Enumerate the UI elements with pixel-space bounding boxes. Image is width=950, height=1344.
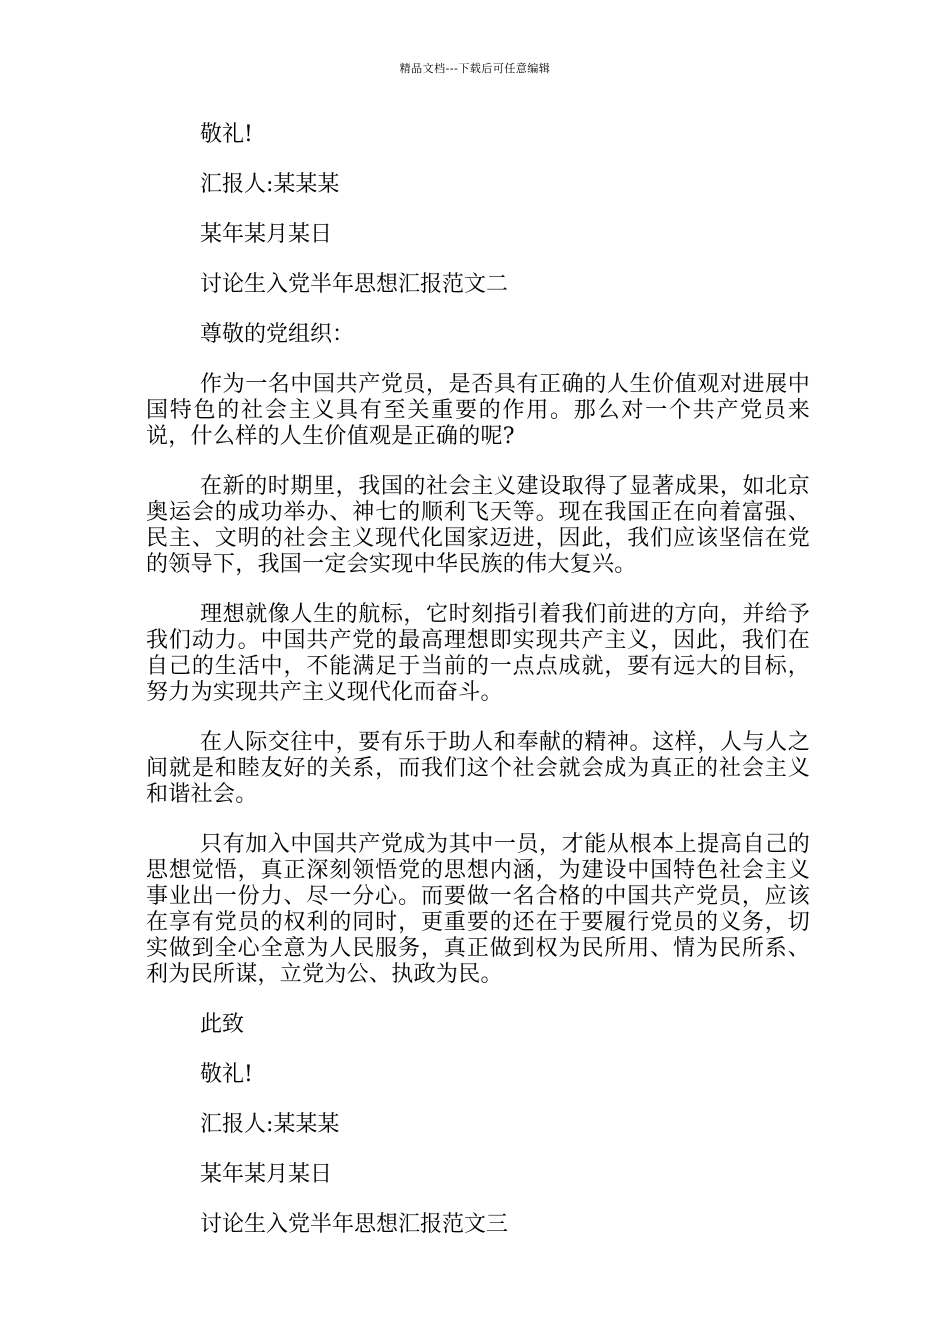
closing-salute: 敬礼! [200,122,253,147]
body-paragraph: 作为一名中国共产党员，是否具有正确的人生价值观对进展中国特色的社会主义具有至关重要的作用。那么对一个共产党员来说，什么样的人生价值观是正确的呢? [146,372,810,449]
document-body [146,122,810,1262]
closing-date: 某年某月某日 [200,222,333,247]
section-title: 讨论生入党半年思想汇报范文二 [200,272,509,297]
page-header: 精品文档---下载后可任意编辑 [399,62,551,75]
closing-reporter: 汇报人:某某某 [200,172,340,197]
body-paragraph: 只有加入中国共产党成为其中一员，才能从根本上提高自己的思想觉悟，真正深刻领悟党的思想内涵，为建设中国特色社会主义事业出一份力、尽一分心。而要做一名合格的中国共产党员，应该在享有党员的权利的同时，更重要的还在于要履行党员的义务，切实做到全心全意为人民服务，真正做到权为民所用、情为民所系、利为民所谋，立党为公、执政为民。 [146,832,810,987]
letter-greeting: 尊敬的党组织： [200,322,355,347]
closing-salute: 敬礼! [200,1062,253,1087]
closing-reporter: 汇报人:某某某 [200,1112,340,1137]
closing-regards: 此致 [200,1012,245,1037]
body-paragraph: 在人际交往中，要有乐于助人和奉献的精神。这样，人与人之间就是和睦友好的关系，而我们这个社会就会成为真正的社会主义和谐社会。 [146,730,810,807]
closing-date: 某年某月某日 [200,1162,333,1187]
body-paragraph: 理想就像人生的航标，它时刻指引着我们前进的方向，并给予我们动力。中国共产党的最高理想即实现共产主义，因此，我们在自己的生活中，不能满足于当前的一点点成就，要有远大的目标，努力为实现共产主义现代化而奋斗。 [146,602,810,705]
body-paragraph: 在新的时期里，我国的社会主义建设取得了显著成果，如北京奥运会的成功举办、神七的顺利飞天等。现在我国正在向着富强、民主、文明的社会主义现代化国家迈进，因此，我们应该坚信在党的领导下，我国一定会实现中华民族的伟大复兴。 [146,474,810,577]
section-title: 讨论生入党半年思想汇报范文三 [200,1212,509,1237]
